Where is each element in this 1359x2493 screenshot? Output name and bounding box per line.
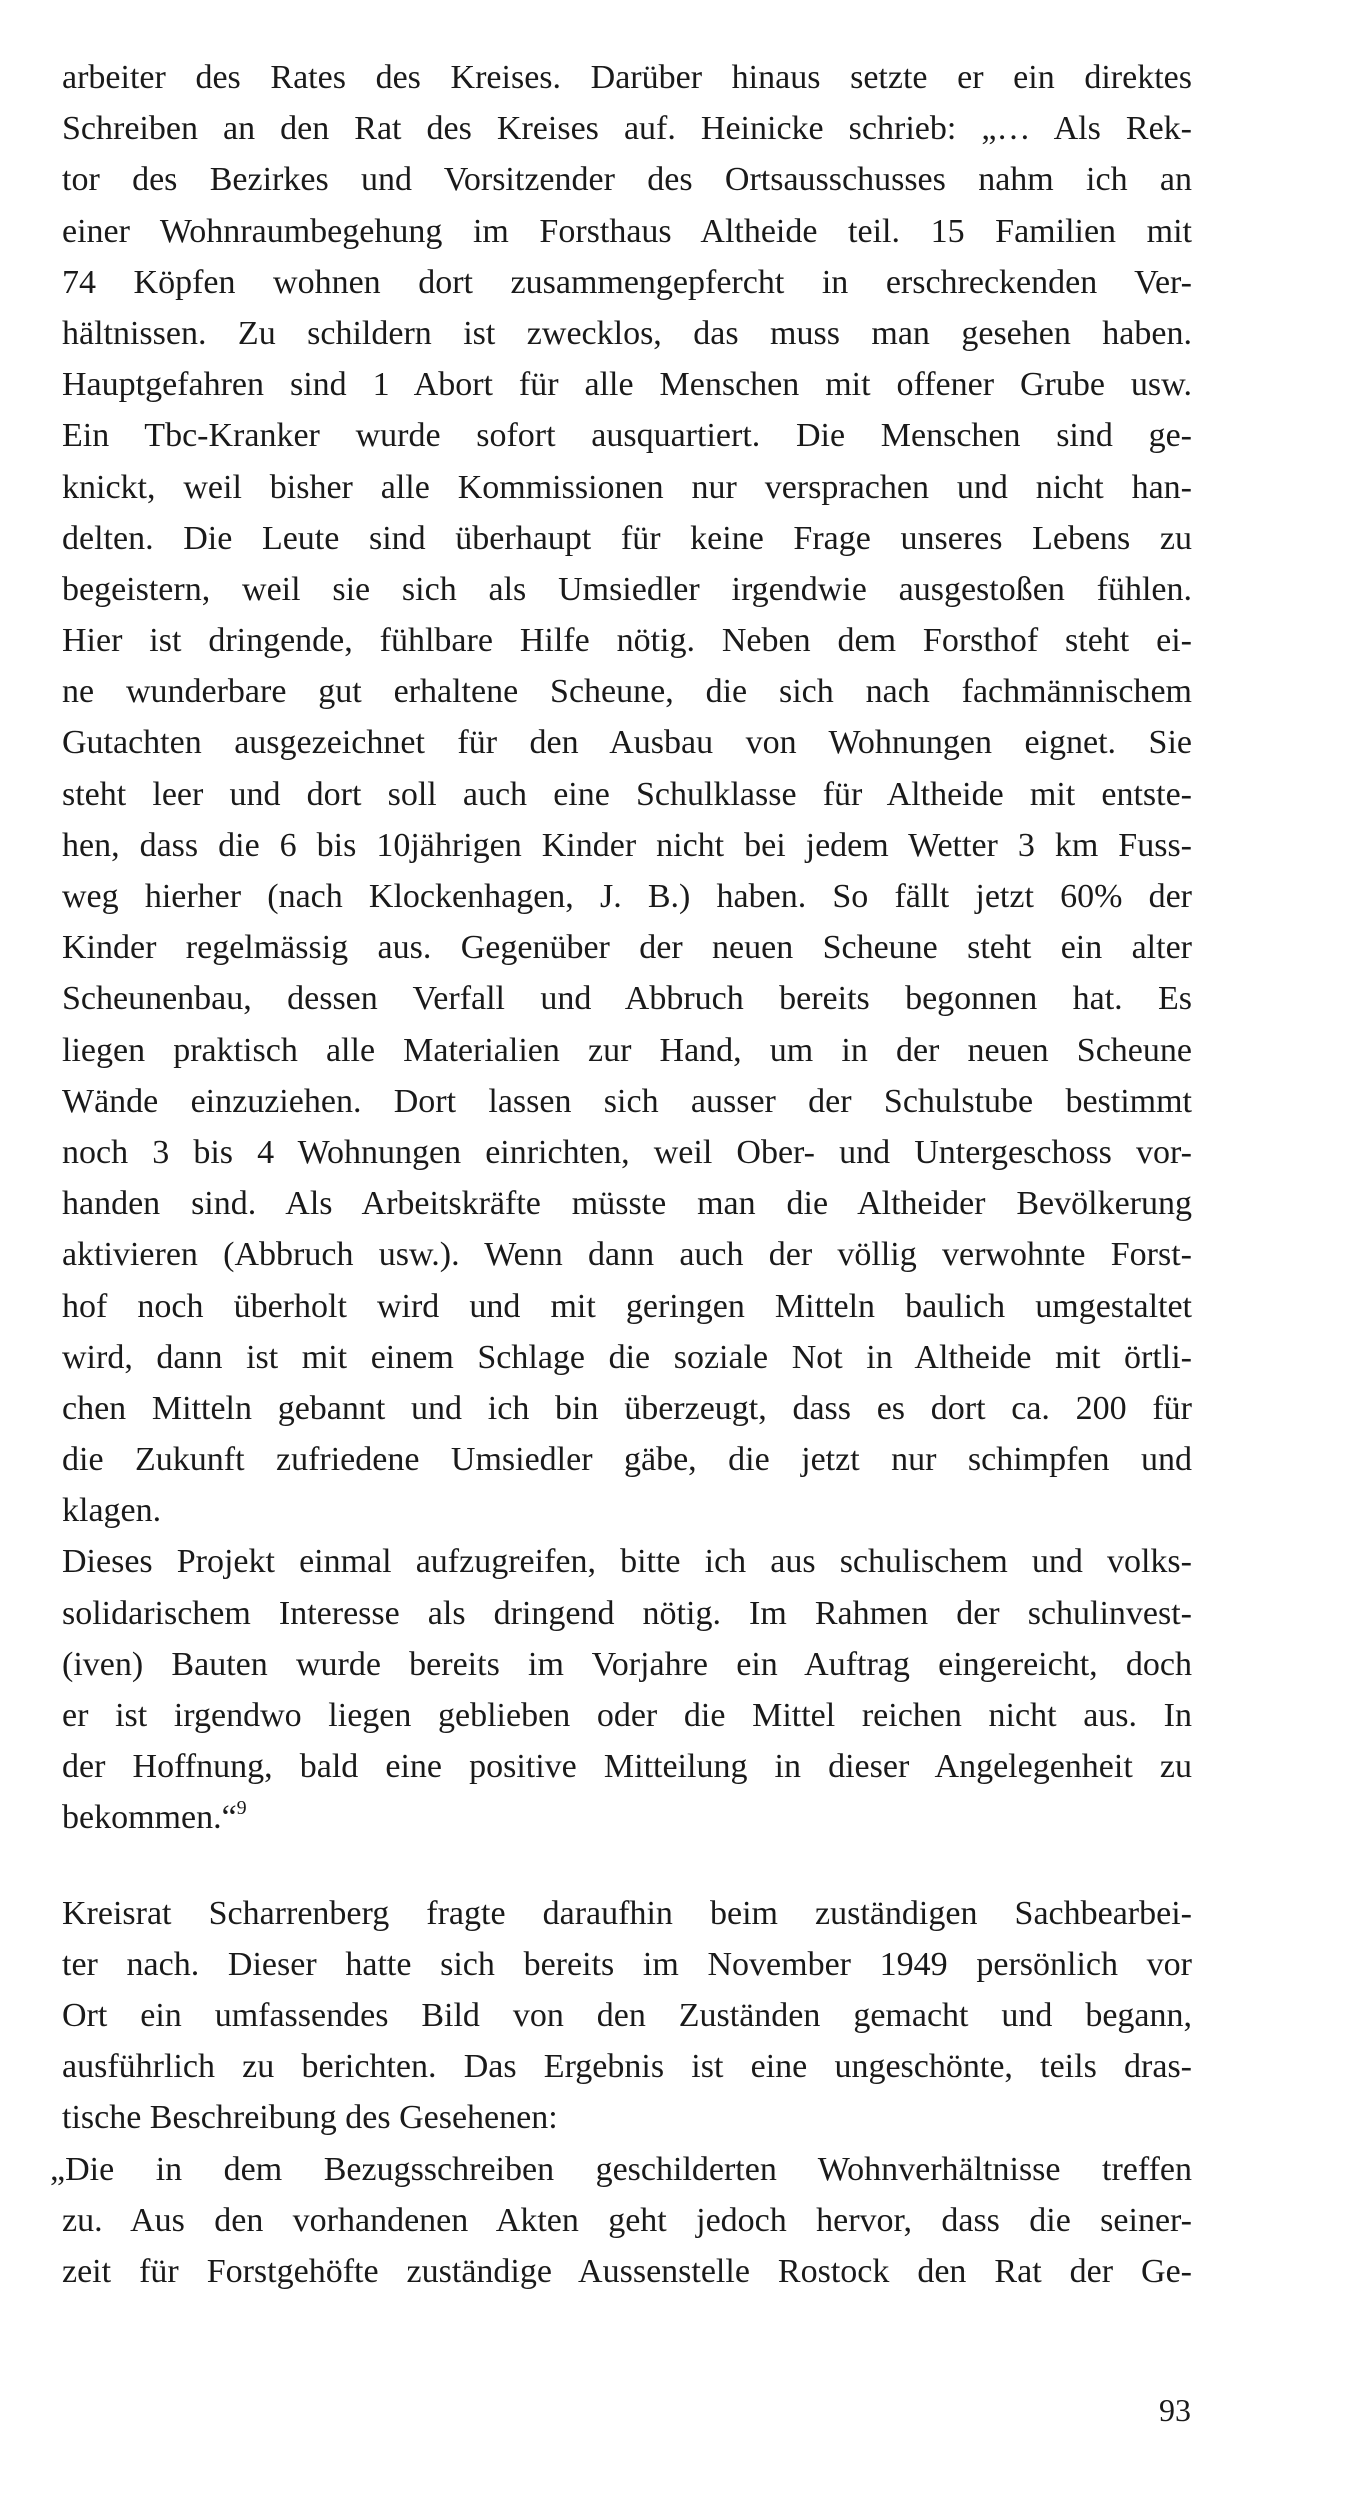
text-line: solidarischem Interesse als dringend nötig. Im Rahmen der schulinvest- — [62, 1594, 1192, 1632]
text-line — [62, 1792, 1192, 1843]
text-line: der Hoffnung, bald eine positive Mitteilung in dieser Angelegenheit zu — [62, 1748, 1192, 1786]
text-line: arbeiter des Rates des Kreises. Darüber hinaus setzte er ein direktes — [62, 59, 1192, 96]
text-line: zu. Aus den vorhandenen Akten geht jedoch hervor, dass die seiner- — [62, 2201, 1192, 2239]
text-line: Scheunenbau, dessen Verfall und Abbruch bereits begonnen hat. Es — [62, 980, 1192, 1018]
paragraph-scharrenberg — [62, 1888, 1192, 2144]
text-line: Wände einzuziehen. Dort lassen sich ausser der Schulstube bestimmt — [62, 1082, 1192, 1120]
text-line: chen Mitteln gebannt und ich bin überzeugt, dass es dort ca. 200 für — [62, 1389, 1192, 1427]
text-line-end: bekommen.“ — [62, 1799, 237, 1837]
text-line: „Die in dem Bezugsschreiben geschilderten Wohnverhältnisse treffen — [50, 2150, 1192, 2188]
text-line: tor des Bezirkes und Vorsitzender des Ortsausschusses nahm ich an — [62, 161, 1192, 199]
text-line: handen sind. Als Arbeitskräfte müsste man die Altheider Bevölkerung — [62, 1185, 1192, 1223]
text-line: die Zukunft zufriedene Umsiedler gäbe, die jetzt nur schimpfen und — [62, 1441, 1192, 1479]
text-line: Hier ist dringende, fühlbare Hilfe nötig. Neben dem Forsthof steht ei- — [62, 622, 1192, 660]
text-line: Dieses Projekt einmal aufzugreifen, bitte ich aus schulischem und volks- — [62, 1543, 1192, 1581]
text-line: noch 3 bis 4 Wohnungen einrichten, weil Ober- und Untergeschoss vor- — [62, 1133, 1192, 1171]
text-line: Ort ein umfassendes Bild von den Zuständen gemacht und begann, — [62, 1996, 1192, 2034]
page-body — [50, 52, 1192, 2297]
text-line: begeistern, weil sie sich als Umsiedler irgendwie ausgestoßen fühlen. — [62, 570, 1192, 608]
text-line: ne wunderbare gut erhaltene Scheune, die sich nach fachmännischem — [62, 673, 1192, 711]
text-line: ausführlich zu berichten. Das Ergebnis ist eine ungeschönte, teils dras- — [62, 2048, 1192, 2086]
paragraph-quote-report — [50, 2144, 1192, 2298]
text-line: 74 Köpfen wohnen dort zusammengepfercht in erschreckenden Ver- — [62, 263, 1192, 301]
paragraph-gap — [62, 1844, 1192, 1888]
text-line: Ein Tbc-Kranker wurde sofort ausquartiert. Die Menschen sind ge- — [62, 417, 1192, 455]
text-line: Gutachten ausgezeichnet für den Ausbau von Wohnungen eignet. Sie — [62, 724, 1192, 762]
text-line: er ist irgendwo liegen geblieben oder die Mittel reichen nicht aus. In — [62, 1697, 1192, 1734]
text-line: Hauptgefahren sind 1 Abort für alle Menschen mit offener Grube usw. — [62, 366, 1192, 404]
text-line: (iven) Bauten wurde bereits im Vorjahre ein Auftrag eingereicht, doch — [62, 1645, 1192, 1683]
text-line: Schreiben an den Rat des Kreises auf. Heinicke schrieb: „… Als Rek- — [62, 110, 1192, 148]
text-line: wird, dann ist mit einem Schlage die soziale Not in Altheide mit örtli- — [62, 1338, 1192, 1376]
paragraph-quote-request — [62, 1536, 1192, 1843]
paragraph-quote-heinicke — [62, 52, 1192, 1536]
text-line: ter nach. Dieser hatte sich bereits im November 1949 persönlich vor — [62, 1945, 1192, 1983]
text-line: hen, dass die 6 bis 10jährigen Kinder nicht bei jedem Wetter 3 km Fuss- — [62, 826, 1192, 864]
text-line: Kinder regelmässig aus. Gegenüber der neuen Scheune steht ein alter — [62, 929, 1192, 967]
text-line: aktivieren (Abbruch usw.). Wenn dann auch der völlig verwohnte Forst- — [62, 1236, 1192, 1274]
page-number: 93 — [1159, 2392, 1191, 2428]
text-line: Kreisrat Scharrenberg fragte daraufhin beim zuständigen Sachbearbei- — [62, 1894, 1192, 1932]
text-line: einer Wohnraumbegehung im Forsthaus Altheide teil. 15 Familien mit — [62, 212, 1192, 250]
text-line: weg hierher (nach Klockenhagen, J. B.) haben. So fällt jetzt 60% der — [62, 878, 1192, 915]
text-line: knickt, weil bisher alle Kommissionen nur versprachen und nicht han- — [62, 468, 1192, 506]
text-line: delten. Die Leute sind überhaupt für keine Frage unseres Lebens zu — [62, 519, 1192, 557]
text-line: hältnissen. Zu schildern ist zwecklos, das muss man gesehen haben. — [62, 314, 1192, 352]
text-line: hof noch überholt wird und mit geringen Mitteln baulich umgestaltet — [62, 1287, 1192, 1325]
text-line: steht leer und dort soll auch eine Schulklasse für Altheide mit entste- — [62, 775, 1192, 813]
text-line: zeit für Forstgehöfte zuständige Aussenstelle Rostock den Rat der Ge- — [62, 2252, 1192, 2290]
text-line: klagen. — [62, 1492, 162, 1530]
text-line: tische Beschreibung des Gesehenen: — [62, 2099, 558, 2137]
footnote-reference[interactable]: 9 — [236, 1797, 247, 1820]
text-line: liegen praktisch alle Materialien zur Hand, um in der neuen Scheune — [62, 1031, 1192, 1069]
